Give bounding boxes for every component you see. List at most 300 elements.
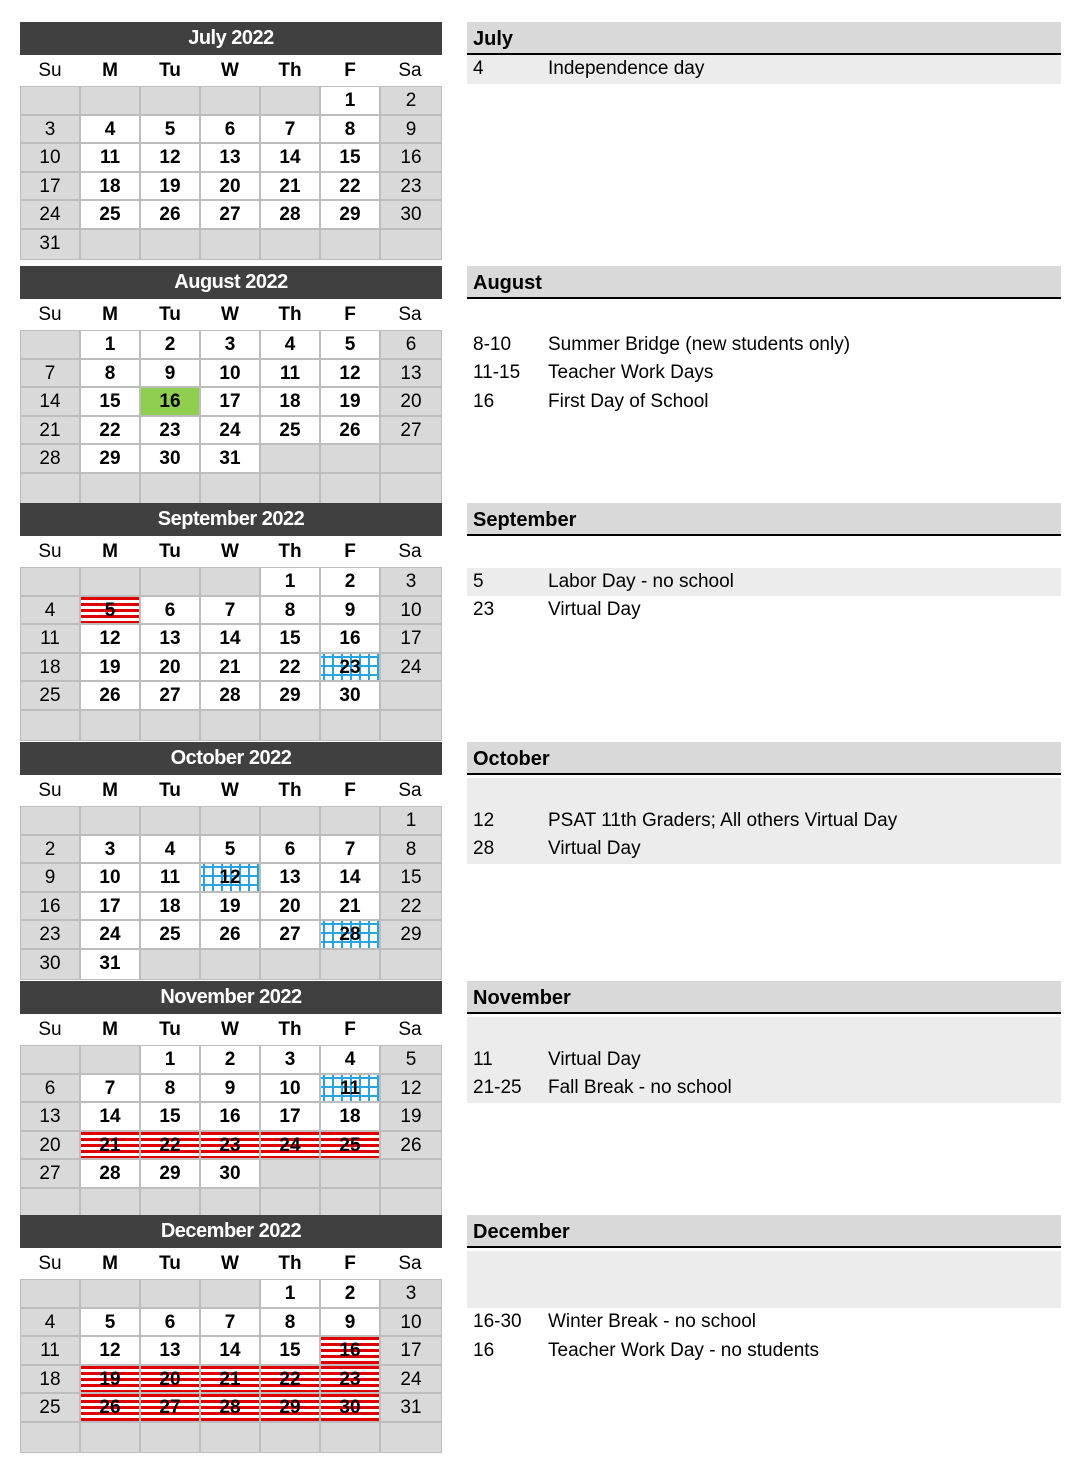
day-cell: 1 [381, 807, 441, 836]
empty-day-cell [141, 230, 201, 259]
day-cell: 27 [141, 1394, 201, 1423]
weekday-header: Su [38, 540, 62, 562]
event-date: 8-10 [473, 333, 512, 355]
week-row [21, 625, 441, 654]
empty-day-cell [81, 87, 141, 116]
week-row [21, 1103, 441, 1132]
day-cell: 15 [321, 144, 381, 173]
day-cell: 7 [321, 836, 381, 865]
event-row [467, 1074, 1061, 1103]
empty-day-cell [201, 474, 261, 503]
day-cell: 3 [81, 836, 141, 865]
week-row [21, 1132, 441, 1161]
week-row [21, 1366, 441, 1395]
week-row [21, 331, 441, 360]
events-month-title: August [467, 266, 1061, 299]
empty-day-cell [381, 1160, 441, 1189]
event-date: 16 [473, 390, 495, 412]
weekday-header: Su [38, 779, 62, 801]
weekday-header: Tu [159, 540, 181, 562]
day-cell: 14 [321, 864, 381, 893]
day-cell: 5 [81, 1309, 141, 1338]
weekday-header: F [344, 779, 356, 801]
empty-day-cell [261, 445, 321, 474]
weekday-header: Th [278, 1252, 302, 1274]
empty-day-cell [21, 331, 81, 360]
day-grid [20, 1045, 442, 1219]
day-cell: 27 [141, 682, 201, 711]
empty-day-cell [381, 1423, 441, 1452]
day-cell: 26 [141, 201, 201, 230]
day-cell: 30 [321, 682, 381, 711]
events-month-title: September [467, 503, 1061, 536]
day-cell: 19 [201, 893, 261, 922]
day-cell: 30 [201, 1160, 261, 1189]
day-cell: 20 [381, 388, 441, 417]
day-cell: 25 [81, 201, 141, 230]
weekday-header: Sa [398, 59, 422, 81]
day-cell: 2 [381, 87, 441, 116]
day-cell: 28 [201, 1394, 261, 1423]
event-date: 11-15 [473, 362, 521, 384]
month-title: November 2022 [20, 981, 442, 1014]
week-row [21, 1046, 441, 1075]
events-list [467, 55, 1061, 84]
week-row [21, 921, 441, 950]
weekday-header: Th [278, 303, 302, 325]
day-cell: 24 [261, 1132, 321, 1161]
empty-day-cell [201, 711, 261, 740]
day-cell: 21 [21, 417, 81, 446]
day-cell: 30 [141, 445, 201, 474]
day-cell: 12 [381, 1075, 441, 1104]
day-cell: 23 [381, 173, 441, 202]
day-cell: 10 [81, 864, 141, 893]
day-cell: 2 [321, 1280, 381, 1309]
day-cell: 17 [81, 893, 141, 922]
day-cell: 28 [321, 921, 381, 950]
day-cell: 1 [261, 568, 321, 597]
week-row [21, 807, 441, 836]
events-month-title: December [467, 1215, 1061, 1248]
week-row [21, 360, 441, 389]
events-month-title: July [467, 22, 1061, 55]
day-cell: 19 [321, 388, 381, 417]
event-date: 28 [473, 838, 495, 860]
weekday-header-row [20, 1248, 442, 1279]
weekday-header: M [102, 1252, 118, 1274]
day-grid [20, 330, 442, 504]
empty-day-cell [81, 807, 141, 836]
event-description: Fall Break - no school [548, 1077, 732, 1099]
week-row [21, 1189, 441, 1218]
weekday-header: Sa [398, 1252, 422, 1274]
day-cell: 30 [21, 950, 81, 979]
event-date: 5 [473, 570, 484, 592]
empty-day-cell [141, 1280, 201, 1309]
day-cell: 27 [201, 201, 261, 230]
day-cell: 2 [321, 568, 381, 597]
day-cell: 11 [141, 864, 201, 893]
weekday-header: Sa [398, 540, 422, 562]
weekday-header: Su [38, 1018, 62, 1040]
month-title: October 2022 [20, 742, 442, 775]
day-cell: 18 [81, 173, 141, 202]
day-cell: 8 [381, 836, 441, 865]
day-cell: 6 [261, 836, 321, 865]
day-cell: 12 [141, 144, 201, 173]
events-list [467, 1017, 1061, 1103]
day-cell: 12 [81, 625, 141, 654]
empty-day-cell [381, 474, 441, 503]
empty-day-cell [381, 230, 441, 259]
weekday-header: Su [38, 59, 62, 81]
week-row [21, 445, 441, 474]
day-cell: 31 [381, 1394, 441, 1423]
empty-day-cell [261, 950, 321, 979]
empty-day-cell [141, 950, 201, 979]
day-cell: 14 [21, 388, 81, 417]
day-cell: 8 [81, 360, 141, 389]
day-cell: 19 [141, 173, 201, 202]
day-cell: 21 [261, 173, 321, 202]
day-cell: 4 [141, 836, 201, 865]
day-cell: 29 [321, 201, 381, 230]
day-cell: 4 [321, 1046, 381, 1075]
empty-day-cell [261, 230, 321, 259]
weekday-header: M [102, 779, 118, 801]
day-cell: 23 [321, 654, 381, 683]
day-cell: 13 [141, 625, 201, 654]
empty-day-cell [81, 1046, 141, 1075]
day-cell: 29 [381, 921, 441, 950]
event-description: PSAT 11th Graders; All others Virtual Day [548, 809, 898, 831]
event-date: 23 [473, 599, 495, 621]
day-cell: 8 [141, 1075, 201, 1104]
events-spacer [467, 778, 1061, 807]
event-date: 21-25 [473, 1077, 522, 1099]
week-row [21, 116, 441, 145]
day-cell: 3 [261, 1046, 321, 1075]
weekday-header: F [344, 1018, 356, 1040]
day-cell: 13 [381, 360, 441, 389]
weekday-header: Th [278, 540, 302, 562]
day-cell: 30 [321, 1394, 381, 1423]
day-cell: 1 [81, 331, 141, 360]
weekday-header: Tu [159, 303, 181, 325]
day-cell: 14 [261, 144, 321, 173]
day-cell: 25 [141, 921, 201, 950]
events-month-title: November [467, 981, 1061, 1014]
day-cell: 23 [201, 1132, 261, 1161]
day-cell: 22 [141, 1132, 201, 1161]
day-cell: 1 [141, 1046, 201, 1075]
day-cell: 9 [321, 597, 381, 626]
day-cell: 6 [381, 331, 441, 360]
event-date: 4 [473, 58, 484, 79]
week-row [21, 1337, 441, 1366]
day-cell: 1 [321, 87, 381, 116]
day-cell: 16 [201, 1103, 261, 1132]
empty-day-cell [141, 87, 201, 116]
month-title: August 2022 [20, 266, 442, 299]
day-cell: 27 [261, 921, 321, 950]
day-cell: 25 [321, 1132, 381, 1161]
events-spacer [467, 1251, 1061, 1280]
empty-day-cell [21, 1046, 81, 1075]
day-cell: 10 [381, 597, 441, 626]
empty-day-cell [21, 87, 81, 116]
day-cell: 15 [261, 1337, 321, 1366]
empty-day-cell [321, 230, 381, 259]
day-cell: 23 [141, 417, 201, 446]
weekday-header: Tu [159, 59, 181, 81]
day-cell: 28 [261, 201, 321, 230]
weekday-header: M [102, 540, 118, 562]
week-row [21, 950, 441, 979]
day-cell: 10 [381, 1309, 441, 1338]
week-row [21, 144, 441, 173]
day-cell: 11 [81, 144, 141, 173]
event-row [467, 596, 1061, 625]
empty-day-cell [321, 474, 381, 503]
empty-day-cell [321, 1160, 381, 1189]
day-cell: 15 [381, 864, 441, 893]
weekday-header: M [102, 1018, 118, 1040]
day-cell: 8 [321, 116, 381, 145]
weekday-header: Sa [398, 303, 422, 325]
empty-day-cell [81, 568, 141, 597]
events-spacer [467, 539, 1061, 568]
day-cell: 24 [381, 1366, 441, 1395]
day-cell: 10 [261, 1075, 321, 1104]
day-cell: 16 [321, 625, 381, 654]
empty-day-cell [81, 711, 141, 740]
events-month-title: October [467, 742, 1061, 775]
events-spacer [467, 1017, 1061, 1046]
empty-day-cell [201, 807, 261, 836]
day-cell: 25 [21, 682, 81, 711]
weekday-header: W [221, 1018, 239, 1040]
day-grid [20, 567, 442, 741]
weekday-header: Tu [159, 779, 181, 801]
day-cell: 18 [141, 893, 201, 922]
empty-day-cell [141, 807, 201, 836]
day-cell: 26 [381, 1132, 441, 1161]
day-cell: 20 [141, 1366, 201, 1395]
day-cell: 12 [81, 1337, 141, 1366]
weekday-header-row [20, 536, 442, 567]
week-row [21, 568, 441, 597]
weekday-header: Th [278, 59, 302, 81]
events-list [467, 1251, 1061, 1365]
event-description: Teacher Work Days [548, 362, 714, 384]
empty-day-cell [141, 711, 201, 740]
empty-day-cell [381, 711, 441, 740]
month-calendar [20, 1215, 442, 1453]
day-cell: 21 [201, 654, 261, 683]
empty-day-cell [141, 568, 201, 597]
day-cell: 18 [21, 654, 81, 683]
day-cell: 5 [381, 1046, 441, 1075]
empty-day-cell [261, 87, 321, 116]
day-cell: 9 [381, 116, 441, 145]
weekday-header: Tu [159, 1018, 181, 1040]
events-list [467, 778, 1061, 864]
day-cell: 21 [81, 1132, 141, 1161]
day-cell: 25 [21, 1394, 81, 1423]
weekday-header: Th [278, 779, 302, 801]
day-cell: 24 [201, 417, 261, 446]
day-cell: 19 [381, 1103, 441, 1132]
events-list [467, 539, 1061, 625]
day-cell: 18 [21, 1366, 81, 1395]
day-cell: 16 [321, 1337, 381, 1366]
day-cell: 26 [81, 682, 141, 711]
month-title: September 2022 [20, 503, 442, 536]
day-cell: 22 [321, 173, 381, 202]
empty-day-cell [141, 474, 201, 503]
week-row [21, 201, 441, 230]
day-cell: 26 [321, 417, 381, 446]
empty-day-cell [21, 1189, 81, 1218]
weekday-header-row [20, 55, 442, 86]
month-calendar [20, 503, 442, 741]
month-events-panel [467, 742, 1061, 864]
day-cell: 20 [21, 1132, 81, 1161]
weekday-header: F [344, 540, 356, 562]
day-cell: 28 [201, 682, 261, 711]
day-grid [20, 1279, 442, 1453]
day-cell: 27 [21, 1160, 81, 1189]
week-row [21, 173, 441, 202]
day-cell: 29 [141, 1160, 201, 1189]
week-row [21, 1423, 441, 1452]
day-cell: 17 [201, 388, 261, 417]
empty-day-cell [201, 230, 261, 259]
event-description: Labor Day - no school [548, 570, 734, 592]
empty-day-cell [261, 1160, 321, 1189]
day-cell: 14 [201, 1337, 261, 1366]
day-cell: 7 [201, 597, 261, 626]
event-description: Virtual Day [548, 599, 641, 621]
weekday-header-row [20, 1014, 442, 1045]
week-row [21, 388, 441, 417]
week-row [21, 1309, 441, 1338]
week-row [21, 836, 441, 865]
day-cell: 1 [261, 1280, 321, 1309]
empty-day-cell [21, 711, 81, 740]
day-cell: 19 [81, 1366, 141, 1395]
day-cell: 4 [81, 116, 141, 145]
day-cell: 29 [261, 1394, 321, 1423]
event-row [467, 359, 1061, 388]
day-cell: 21 [201, 1366, 261, 1395]
day-cell: 17 [21, 173, 81, 202]
day-cell: 26 [201, 921, 261, 950]
day-cell: 17 [381, 625, 441, 654]
day-cell: 18 [321, 1103, 381, 1132]
month-events-panel [467, 1215, 1061, 1365]
day-cell: 6 [201, 116, 261, 145]
empty-day-cell [21, 568, 81, 597]
month-calendar [20, 981, 442, 1219]
empty-day-cell [81, 1280, 141, 1309]
day-cell: 22 [81, 417, 141, 446]
day-cell: 9 [201, 1075, 261, 1104]
month-title: December 2022 [20, 1215, 442, 1248]
day-cell: 6 [141, 597, 201, 626]
month-events-panel [467, 266, 1061, 416]
events-list [467, 302, 1061, 416]
week-row [21, 1075, 441, 1104]
empty-day-cell [261, 474, 321, 503]
day-cell: 20 [261, 893, 321, 922]
event-row [467, 1337, 1061, 1366]
event-row [467, 568, 1061, 597]
empty-day-cell [141, 1423, 201, 1452]
event-description: Winter Break - no school [548, 1311, 757, 1333]
day-cell: 5 [141, 116, 201, 145]
day-cell: 15 [81, 388, 141, 417]
week-row [21, 1280, 441, 1309]
day-cell: 2 [141, 331, 201, 360]
day-cell: 13 [201, 144, 261, 173]
day-cell: 29 [261, 682, 321, 711]
day-cell: 11 [21, 1337, 81, 1366]
weekday-header: F [344, 59, 356, 81]
event-date: 16-30 [473, 1311, 522, 1333]
empty-day-cell [381, 445, 441, 474]
day-cell: 12 [321, 360, 381, 389]
day-grid [20, 86, 442, 260]
empty-day-cell [321, 950, 381, 979]
empty-day-cell [201, 87, 261, 116]
empty-day-cell [381, 950, 441, 979]
empty-day-cell [21, 1280, 81, 1309]
empty-day-cell [321, 1423, 381, 1452]
event-row [467, 1308, 1061, 1337]
day-cell: 7 [81, 1075, 141, 1104]
day-cell: 24 [81, 921, 141, 950]
day-cell: 14 [81, 1103, 141, 1132]
day-cell: 7 [261, 116, 321, 145]
day-cell: 8 [261, 597, 321, 626]
day-cell: 8 [261, 1309, 321, 1338]
empty-day-cell [21, 807, 81, 836]
empty-day-cell [261, 711, 321, 740]
day-cell: 21 [321, 893, 381, 922]
day-cell: 25 [261, 417, 321, 446]
event-row [467, 835, 1061, 864]
day-cell: 31 [21, 230, 81, 259]
empty-day-cell [261, 807, 321, 836]
day-cell: 24 [21, 201, 81, 230]
weekday-header: W [221, 1252, 239, 1274]
empty-day-cell [201, 568, 261, 597]
day-cell: 26 [81, 1394, 141, 1423]
weekday-header: Th [278, 1018, 302, 1040]
weekday-header: F [344, 303, 356, 325]
empty-day-cell [81, 230, 141, 259]
event-description: Teacher Work Day - no students [548, 1339, 820, 1361]
weekday-header-row [20, 775, 442, 806]
day-cell: 11 [261, 360, 321, 389]
empty-day-cell [261, 1189, 321, 1218]
event-description: First Day of School [548, 390, 709, 412]
event-description: Summer Bridge (new students only) [548, 333, 851, 355]
day-cell: 28 [81, 1160, 141, 1189]
